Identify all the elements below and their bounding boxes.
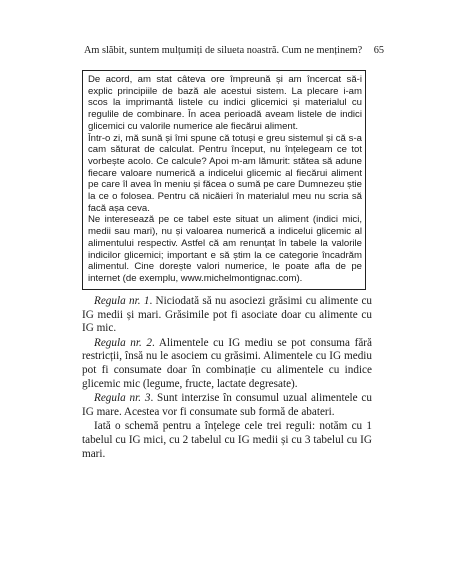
rule-text: . Alimentele cu IG mediu se pot consuma fără restricții, însă nu le asociem cu grăsimi. Alimentele cu IG mediu pot fi consumate doar în combinație cu alimentele cu indice glicemic mic (legume, fructe, lactate degresate). bbox=[82, 336, 372, 390]
running-header bbox=[84, 44, 384, 57]
closing-paragraph: Iată o schemă pentru a înțelege cele trei reguli: notăm cu 1 tabelul cu IG mici, cu 2 tabelul cu IG medii și cu 3 tabelul cu IG mari. bbox=[82, 420, 372, 460]
rule-label: Regula nr. 2 bbox=[94, 336, 153, 349]
rule-text: . Niciodată să nu asociezi grăsimi cu alimente cu IG medii și mari. Grăsimile pot fi asociate doar cu alimente cu IG mic. bbox=[82, 295, 372, 335]
rule-paragraph-2 bbox=[82, 337, 372, 391]
box-paragraph: De acord, am stat câteva ore împreună și am încercat să-i explic principiile de bază ale acestui sistem. La plecare i-am scos la imprimantă listele cu indici glicemici și materialul cu regulile de combinare. În acea perioadă aveam listele de indici glicemici cu valorile numerice ale fiecărui aliment. bbox=[88, 74, 362, 132]
running-header-title: Am slăbit, suntem mulțumiți de silueta noastră. Cum ne menținem? bbox=[84, 45, 363, 56]
rule-text: . Sunt interzise în consumul uzual alimentele cu IG mare. Acestea vor fi consumate sub formă de abateri. bbox=[82, 392, 372, 418]
boxed-note bbox=[82, 70, 366, 290]
box-paragraph: Într-o zi, mă sună și îmi spune că totuși e greu sistemul și că s-a cam săturat de calculat. Pentru început, nu înțelegeam ce tot vorbește acolo. Ce calcule? Apoi m-am lămurit: stătea să adune fiecare valoare numerică a indicelui glicemic al fiecărui aliment pe care îl avea în meniu și făcea o sumă pe care Dumnezeu știe la ce o folosea. Pentru că nicăieri în materialul meu nu scria să facă așa ceva. bbox=[88, 132, 362, 214]
rule-paragraph-1 bbox=[82, 295, 372, 336]
page-number: 65 bbox=[373, 45, 384, 56]
rule-label: Regula nr. 1 bbox=[94, 295, 150, 307]
rule-label: Regula nr. 3 bbox=[94, 392, 151, 405]
rule-paragraph-3 bbox=[82, 392, 372, 419]
box-paragraph: Ne interesează pe ce tabel este situat un aliment (indici mici, medii sau mari), nu și valoarea numerică a indicelui glicemic al alimentului respectiv. Astfel că am renunțat în tabele la valorile indicilor glicemici; important e să știm la ce categorie încadrăm alimentul. Cine dorește valori numerice, le poate afla de pe internet (de exemplu, www.michelmontignac.com). bbox=[88, 214, 362, 284]
body-text bbox=[82, 295, 372, 462]
